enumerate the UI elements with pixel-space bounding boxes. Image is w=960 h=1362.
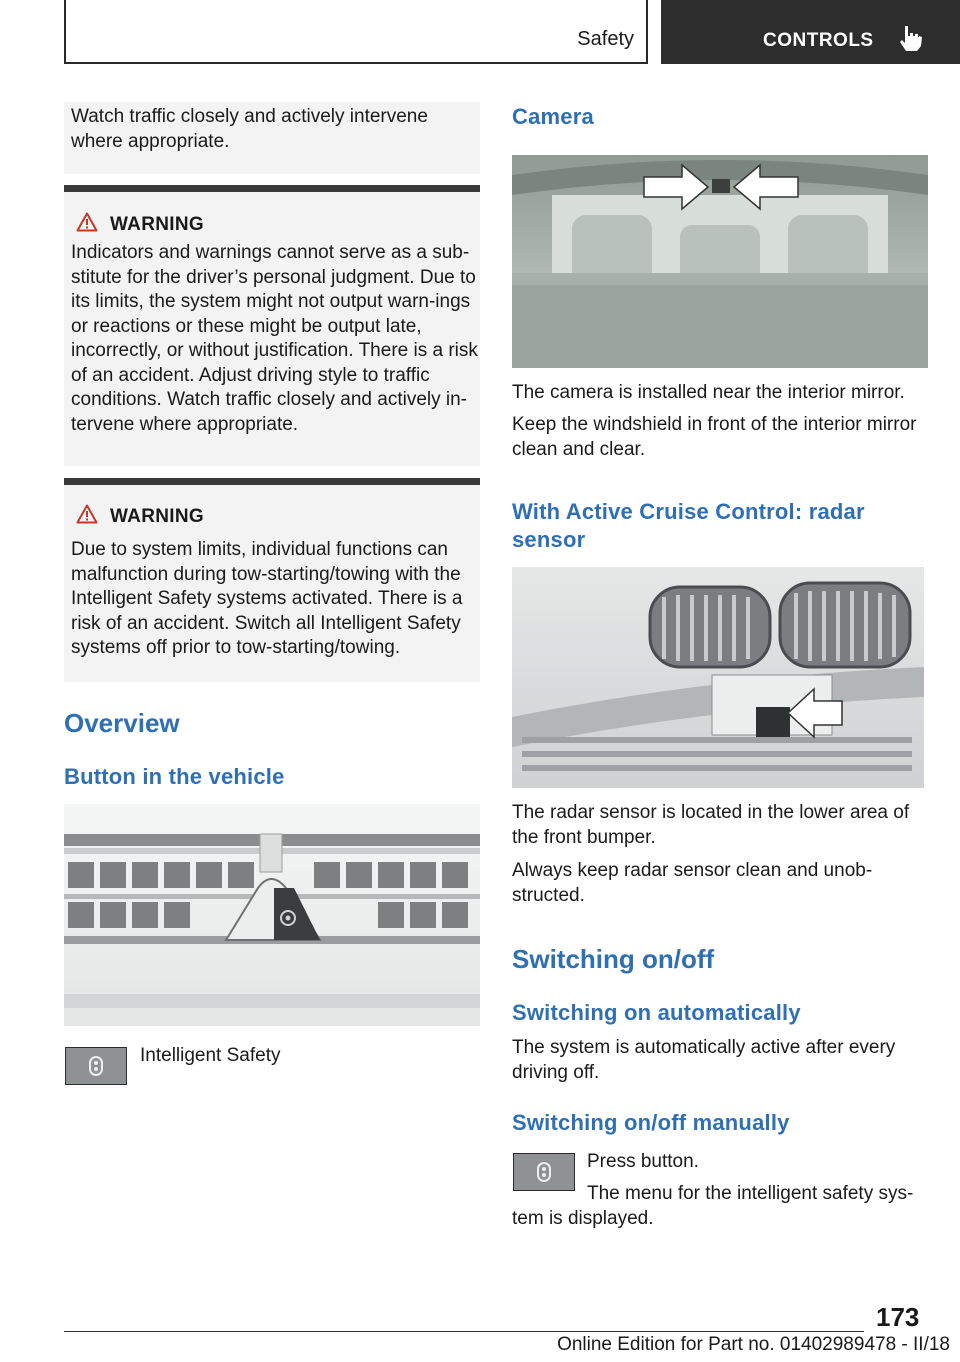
warning-triangle-icon	[76, 212, 98, 232]
header-chapter-tab	[661, 0, 960, 64]
camera-paragraph-1: The camera is installed near the interior mirror.	[512, 382, 905, 403]
camera-heading: Camera	[512, 104, 594, 129]
note-text: Watch traffic closely and actively intervene where appropriate.	[71, 106, 428, 152]
manual-step-2: The menu for the intelligent safety sys-tem is displayed.	[512, 1183, 914, 1229]
warning-2-bar	[64, 478, 480, 485]
overview-heading: Overview	[64, 708, 180, 738]
radar-paragraph-2: Always keep radar sensor clean and unob-structed.	[512, 860, 873, 906]
footer-divider	[64, 1331, 864, 1332]
radar-heading: With Active Cruise Control: radar sensor	[512, 499, 865, 552]
button-label: Intelligent Safety	[140, 1045, 281, 1066]
manual-step-1: Press button.	[587, 1151, 699, 1172]
radar-photo	[512, 567, 924, 788]
header-section-label: Safety	[577, 28, 634, 50]
warning-1-bar	[64, 185, 480, 192]
radar-paragraph-1: The radar sensor is located in the lower area of the front bumper.	[512, 802, 910, 848]
warning-2-box	[64, 485, 480, 682]
warning-1-box	[64, 192, 480, 466]
intelligent-safety-button-icon	[65, 1047, 127, 1085]
warning-triangle-icon	[76, 504, 98, 524]
warning-1-title: WARNING	[110, 214, 204, 235]
page-number: 173	[876, 1302, 920, 1332]
note-box	[64, 102, 480, 174]
auto-text: The system is automatically active after every driving off.	[512, 1037, 896, 1083]
warning-1-text: Indicators and warnings cannot serve as a sub-stitute for the driver’s personal judgment. Due to its limits, the system might not output warn-ings or reactions or these might be output late, incorrectly, or without justification. There is a risk of an accident. Adjust driving style to traffic conditions. Watch traffic closely and actively in-tervene where appropriate.	[71, 242, 478, 435]
header-section-tab	[64, 0, 648, 64]
warning-2-title: WARNING	[110, 506, 204, 527]
pointing-hand-icon	[897, 24, 923, 52]
auto-heading: Switching on automatically	[512, 1000, 801, 1025]
camera-paragraph-2: Keep the windshield in front of the interior mirror clean and clear.	[512, 414, 917, 460]
warning-2-text: Due to system limits, individual functions can malfunction during tow-starting/towing with the Intelligent Safety systems activated. There is a risk of an accident. Switch all Intelligent Safety systems off prior to tow-starting/towing.	[71, 539, 463, 658]
camera-photo	[512, 155, 928, 368]
switching-heading: Switching on/off	[512, 944, 715, 974]
manual-heading: Switching on/off manually	[512, 1110, 790, 1135]
header-chapter-label: CONTROLS	[763, 30, 874, 51]
button-in-vehicle-heading: Button in the vehicle	[64, 764, 285, 789]
footer-edition: Online Edition for Part no. 01402989478 - II/18	[557, 1334, 950, 1355]
button-photo	[64, 804, 480, 1026]
